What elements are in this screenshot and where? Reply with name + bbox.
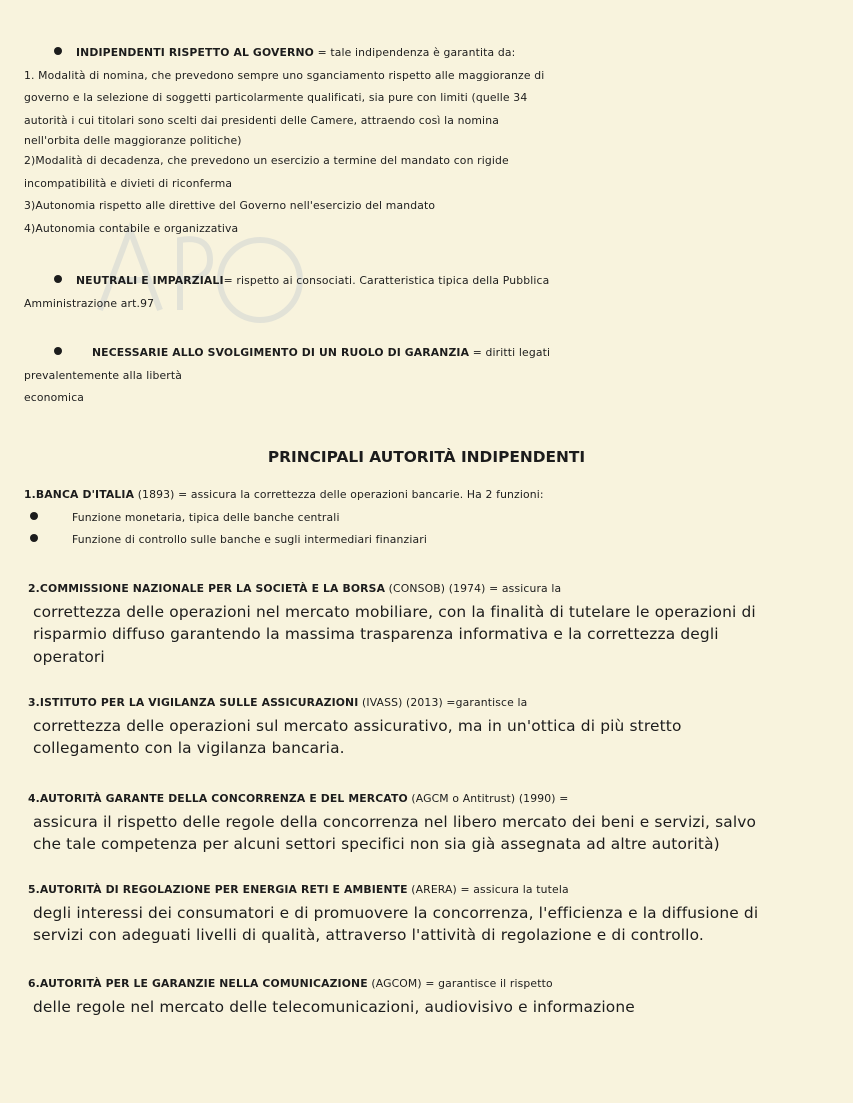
- text: (AGCM o Antitrust) (1990) =: [407, 792, 569, 805]
- text-line: 3)Autonomia rispetto alle direttive del Governo nell'esercizio del mandato: [24, 199, 436, 212]
- bullet-icon: [54, 347, 62, 355]
- text-line: autorità i cui titolari sono scelti dai presidenti delle Camere, attraendo così la nomina: [24, 113, 499, 127]
- text-line: 1. Modalità di nomina, che prevedono sempre uno sganciamento rispetto alle maggioranze di: [24, 68, 545, 82]
- text-line: delle regole nel mercato delle telecomunicazioni, audiovisivo e informazione: [33, 997, 635, 1016]
- heading: 6.AUTORITÀ PER LE GARANZIE NELLA COMUNICAZIONE: [28, 977, 368, 990]
- bullet-icon: [30, 534, 38, 542]
- bullet-icon: [54, 275, 62, 283]
- text-line: che tale competenza per alcuni settori specifici non sia già assegnata ad altre autorità): [33, 835, 720, 853]
- authority-banca-italia: [24, 484, 833, 552]
- authority-agcm: [28, 788, 833, 856]
- authority-consob: [28, 578, 833, 668]
- heading: 5.AUTORITÀ DI REGOLAZIONE PER ENERGIA RETI E AMBIENTE: [28, 883, 408, 896]
- text-line: governo e la selezione di soggetti particolarmente qualificati, sia pure con limiti (quelle 34: [24, 91, 528, 104]
- text-line: risparmio diffuso garantendo la massima trasparenza informativa e la correttezza degli: [33, 625, 719, 643]
- text-line: correttezza delle operazioni nel mercato mobiliare, con la finalità di tutelare le operazioni di: [33, 602, 756, 621]
- bullet-icon: [30, 512, 38, 520]
- text: (1893) = assicura la correttezza delle operazioni bancarie. Ha 2 funzioni:: [134, 488, 544, 501]
- text: (IVASS) (2013) =garantisce la: [358, 696, 528, 709]
- list-item: Funzione di controllo sulle banche e sugli intermediari finanziari: [72, 533, 427, 546]
- text-line: correttezza delle operazioni sul mercato assicurativo, ma in un'ottica di più stretto: [33, 716, 682, 735]
- text-line: operatori: [33, 647, 105, 666]
- section-indipendenti: [24, 42, 833, 240]
- authority-arera: [28, 879, 833, 947]
- text-line: collegamento con la vigilanza bancaria.: [33, 739, 345, 757]
- text: = rispetto ai consociati. Caratteristica tipica della Pubblica: [223, 274, 550, 287]
- heading: 3.ISTITUTO PER LA VIGILANZA SULLE ASSICURAZIONI: [28, 696, 359, 709]
- text-line: 4)Autonomia contabile e organizzativa: [24, 221, 239, 235]
- text: (AGCOM) = garantisce il rispetto: [367, 977, 553, 990]
- authority-ivass: [28, 692, 833, 760]
- text-line: degli interessi dei consumatori e di promuovere la concorrenza, l'efficienza e la diffusione di: [33, 903, 759, 922]
- bullet-icon: [54, 47, 62, 55]
- page-title: PRINCIPALI AUTORITÀ INDIPENDENTI: [267, 448, 586, 466]
- list-item: Funzione monetaria, tipica delle banche centrali: [72, 510, 340, 524]
- text-line: incompatibilità e divieti di riconferma: [24, 176, 233, 190]
- text-line: assicura il rispetto delle regole della concorrenza nel libero mercato dei beni e servizi, salvo: [33, 812, 757, 831]
- heading: 4.AUTORITÀ GARANTE DELLA CONCORRENZA E DEL MERCATO: [28, 792, 408, 805]
- text-line: 2)Modalità di decadenza, che prevedono un esercizio a termine del mandato con rigide: [24, 154, 509, 167]
- heading: 1.BANCA D'ITALIA: [24, 488, 135, 501]
- text: (ARERA) = assicura la tutela: [407, 883, 569, 896]
- section-necessarie: [24, 342, 833, 410]
- text: = tale indipendenza è garantita da:: [314, 46, 516, 59]
- heading: NECESSARIE ALLO SVOLGIMENTO DI UN RUOLO DI GARANZIA: [92, 346, 470, 359]
- text: = diritti legati: [469, 346, 551, 359]
- text: (CONSOB) (1974) = assicura la: [385, 582, 562, 595]
- text-line: Amministrazione art.97: [24, 296, 155, 310]
- text-line: servizi con adeguati livelli di qualità, attraverso l'attività di regolazione e di controllo.: [33, 926, 704, 944]
- text-line: economica: [24, 391, 85, 404]
- heading: INDIPENDENTI RISPETTO AL GOVERNO: [76, 46, 314, 59]
- heading: NEUTRALI E IMPARZIALI: [76, 274, 224, 287]
- heading: 2.COMMISSIONE NAZIONALE PER LA SOCIETÀ E LA BORSA: [28, 582, 386, 595]
- text-line: prevalentemente alla libertà: [24, 368, 183, 382]
- section-neutrali: [24, 270, 833, 315]
- authority-agcom: [28, 973, 833, 1018]
- text-line: nell'orbita delle maggioranze politiche): [24, 134, 242, 147]
